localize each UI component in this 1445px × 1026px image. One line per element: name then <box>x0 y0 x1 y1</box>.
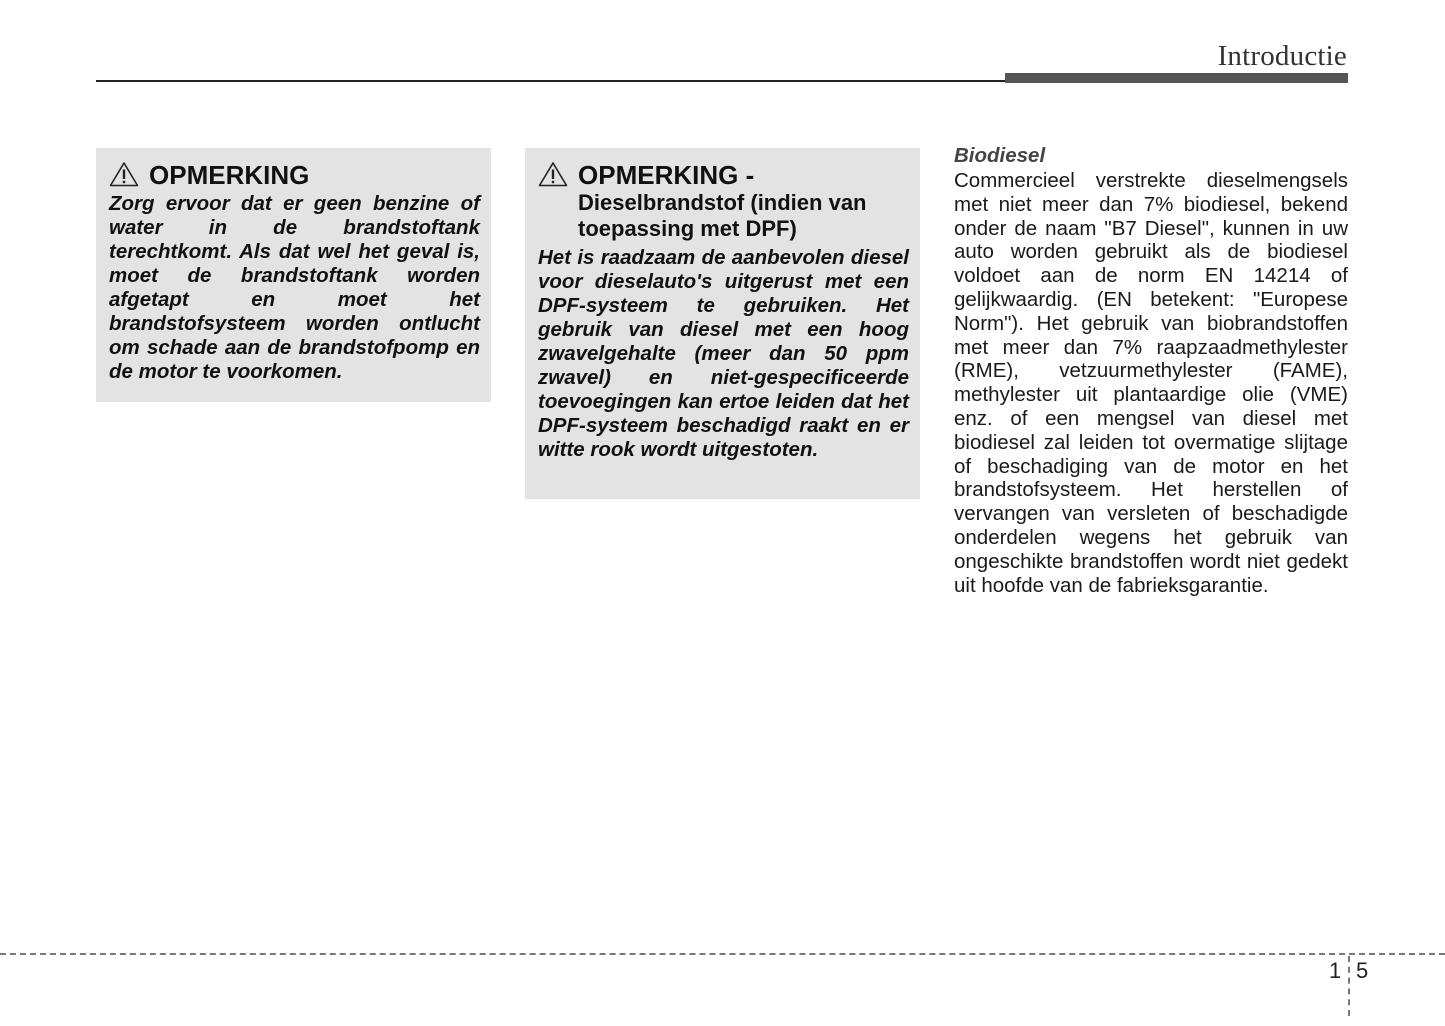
header-bar <box>1005 73 1348 83</box>
notice-box-water <box>96 148 491 402</box>
notice-header <box>538 160 909 242</box>
header-rule <box>96 80 1006 82</box>
page-header-title: Introductie <box>1217 40 1347 72</box>
notice-body: Het is raadzaam de aanbevolen diesel voor dieselauto's uitgerust met een DPF-systeem te gebruiken. Het gebruik van diesel met een hoog zwavelgehalte (meer dan 50 ppm zwavel) en niet-gespecificeerde toevoegingen kan ertoe leiden dat het DPF-systeem beschadigd raakt en er witte rook wordt uitgestoten. <box>538 246 909 461</box>
notice-subtitle: Dieselbrandstof (indien van toepassing met DPF) <box>578 190 867 241</box>
notice-body: Zorg ervoor dat er geen benzine of water in de brandstoftank terechtkomt. Als dat wel het geval is, moet de brandstoftank worden afgetapt en moet het brandstofsysteem worden ontlucht om schade aan de brandstofpomp en de motor te voorkomen. <box>109 192 480 383</box>
notice-title-wrap <box>578 160 909 242</box>
notice-title: OPMERKING - <box>578 160 755 190</box>
warning-triangle-icon <box>538 161 568 187</box>
biodiesel-section <box>954 143 1348 597</box>
notice-header <box>109 160 480 190</box>
notice-box-diesel-dpf <box>525 148 920 499</box>
notice-title-wrap <box>149 160 309 190</box>
footer-rule <box>0 953 1445 955</box>
section-title: Biodiesel <box>954 144 1046 167</box>
chapter-number: 1 <box>1329 958 1342 983</box>
section-body: Commercieel verstrekte dieselmengsels met niet meer dan 7% biodiesel, bekend onder de naam "B7 Diesel", kunnen in uw auto worden gebruikt als de biodiesel voldoet aan de norm EN 14214 of gelijkwaardig. (EN betekent: "Europese Norm"). Het gebruik van biobrandstoffen met meer dan 7% raapzaadmethylester (RME), vetzuurmethylester (FAME), methylester uit plantaardige olie (VME) enz. of een mengsel van diesel met biodiesel zal leiden tot overmatige slijtage of beschadiging van de motor en het brandstofsysteem. Het herstellen of vervangen van versleten of beschadigde onderdelen wegens het gebruik van ongeschikte brandstoffen wordt niet gedekt uit hoofde van de fabrieksgarantie. <box>954 169 1348 597</box>
notice-title: OPMERKING <box>149 160 310 190</box>
page-number: 5 <box>1356 958 1369 983</box>
page-number-divider <box>1348 956 1350 1016</box>
warning-triangle-icon <box>109 161 139 187</box>
